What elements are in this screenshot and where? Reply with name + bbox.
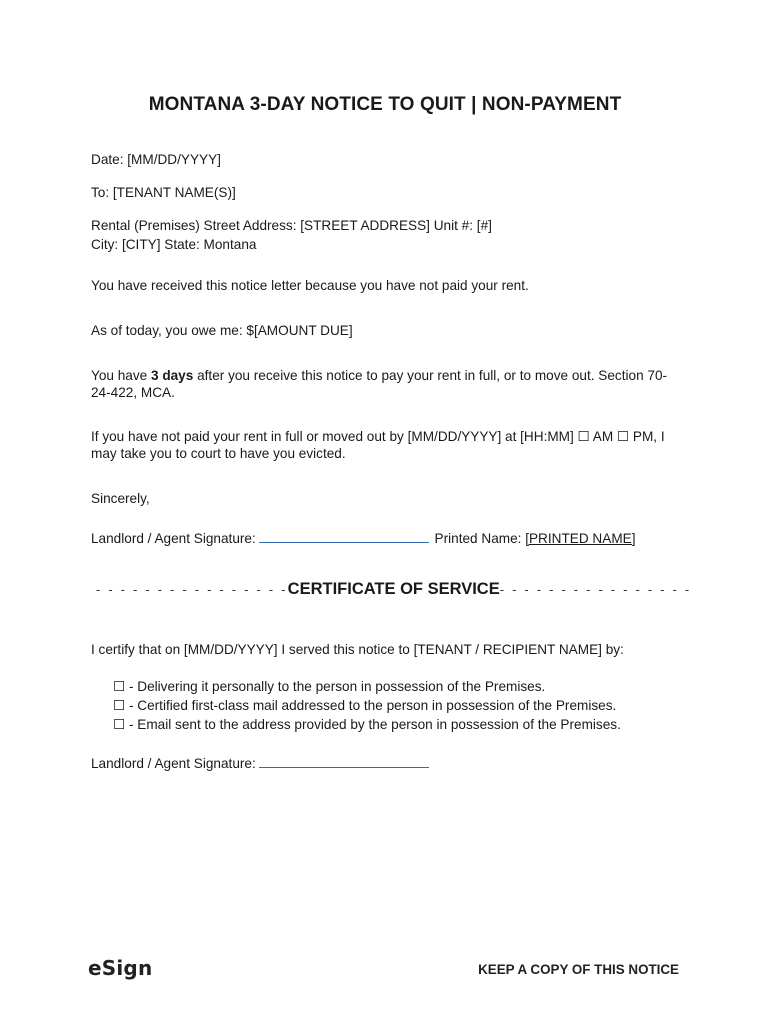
dashes-right: - - - - - - - - - - - - - - - - xyxy=(499,582,692,597)
address-line-1: Rental (Premises) Street Address: [STREET ADDRESS] Unit #: [#] xyxy=(91,218,492,233)
certificate-heading-row xyxy=(96,580,692,599)
certificate-signature-field[interactable] xyxy=(259,754,429,768)
certificate-signature-label: Landlord / Agent Signature: xyxy=(91,756,256,771)
service-option-email[interactable]: ☐ - Email sent to the address provided by the person in possession of the Premises. xyxy=(113,717,621,732)
dashes-left: - - - - - - - - - - - - - - - - xyxy=(96,582,288,597)
signature-row xyxy=(91,529,636,547)
printed-name-label: Printed Name: xyxy=(434,531,522,546)
days-text-after: after you receive this notice to pay your rent in full, or to move out. Section 70-24-422, MCA. xyxy=(91,368,668,400)
service-option-personal[interactable]: ☐ - Delivering it personally to the person in possession of the Premises. xyxy=(113,679,546,694)
received-notice-line: You have received this notice letter because you have not paid your rent. xyxy=(91,278,529,293)
signature-label: Landlord / Agent Signature: xyxy=(91,531,256,546)
amount-owed-line: As of today, you owe me: $[AMOUNT DUE] xyxy=(91,323,353,338)
keep-copy-note: KEEP A COPY OF THIS NOTICE xyxy=(478,962,679,977)
signature-field[interactable] xyxy=(259,529,429,543)
document-title: MONTANA 3-DAY NOTICE TO QUIT | NON-PAYMENT xyxy=(148,94,622,115)
service-option-mail[interactable]: ☐ - Certified first-class mail addressed to the person in possession of the Premises. xyxy=(113,698,617,713)
date-line: Date: [MM/DD/YYYY] xyxy=(91,152,221,167)
court-paragraph: If you have not paid your rent in full or moved out by [MM/DD/YYYY] at [HH:MM] ☐ AM ☐ PM, I may take you to court to have you evicted. xyxy=(91,429,665,461)
days-bold: 3 days xyxy=(150,368,194,383)
tenant-line: To: [TENANT NAME(S)] xyxy=(91,185,236,200)
certificate-signature-row xyxy=(91,754,431,772)
days-paragraph xyxy=(91,367,683,401)
certify-line: I certify that on [MM/DD/YYYY] I served this notice to [TENANT / RECIPIENT NAME] by: xyxy=(91,642,624,657)
sincerely-line: Sincerely, xyxy=(91,491,150,506)
address-line-2: City: [CITY] State: Montana xyxy=(91,237,257,252)
certificate-heading: CERTIFICATE OF SERVICE xyxy=(287,580,500,598)
esign-logo: eSign xyxy=(88,956,153,980)
printed-name-value: [PRINTED NAME] xyxy=(525,531,636,546)
days-text-before: You have xyxy=(91,368,151,383)
